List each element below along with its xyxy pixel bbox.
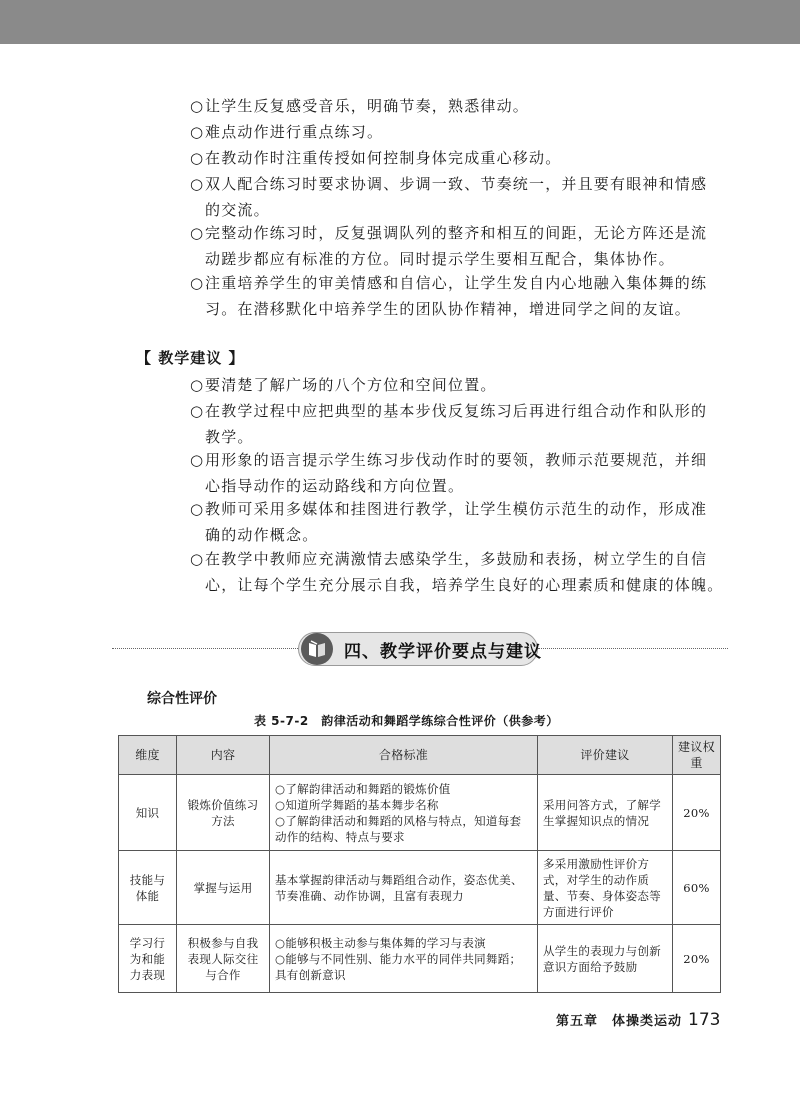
cell-content: 积极参与自我表现人际交往与合作 — [177, 925, 270, 993]
section-divider-right — [538, 648, 728, 649]
evaluation-table — [118, 735, 721, 993]
cell-dimension: 技能与体能 — [119, 851, 177, 925]
teaching-suggestions-heading: 【 教学建议 】 — [136, 349, 245, 367]
list-item: ○在教学过程中应把典型的基本步伐反复练习后再进行组合动作和队形的 教学。 — [190, 402, 708, 446]
list-item: ○在教动作时注重传授如何控制身体完成重心移动。 — [190, 149, 562, 167]
cell-dimension: 学习行为和能力表现 — [119, 925, 177, 993]
cell-criteria: ○了解韵律活动和舞蹈的锻炼价值 ○知道所学舞蹈的基本舞步名称 ○了解韵律活动和舞蹈的风格与特点，知道每套动作的结构、特点与要求 — [270, 775, 538, 851]
list-item: ○双人配合练习时要求协调、步调一致、节奏统一，并且要有眼神和情感 的交流。 — [190, 175, 708, 219]
table-row — [119, 775, 721, 851]
header-weight: 建议权重 — [673, 736, 721, 775]
table-header-row — [119, 736, 721, 775]
cell-suggestion: 多采用激励性评价方式，对学生的动作质量、节奏、身体姿态等方面进行评价 — [538, 851, 673, 925]
list-item: ○在教学中教师应充满激情去感染学生，多鼓励和表扬，树立学生的自信 心，让每个学生充分展示自我，培养学生良好的心理素质和健康的体魄。 — [190, 550, 724, 594]
header-suggestion: 评价建议 — [538, 736, 673, 775]
cell-criteria: 基本掌握韵律活动与舞蹈组合动作，姿态优美、节奏准确、动作协调，且富有表现力 — [270, 851, 538, 925]
list-item: ○完整动作练习时，反复强调队列的整齐和相互的间距，无论方阵还是流 动蹉步都应有标准的方位。同时提示学生要相互配合，集体协作。 — [190, 224, 708, 268]
table-caption: 表 5-7-2 韵律活动和舞蹈学练综合性评价（供参考） — [254, 714, 559, 728]
list-item: ○教师可采用多媒体和挂图进行教学，让学生模仿示范生的动作，形成准 确的动作概念。 — [190, 500, 708, 544]
cell-weight: 20% — [673, 775, 721, 851]
list-item: ○让学生反复感受音乐，明确节奏，熟悉律动。 — [190, 97, 530, 115]
cell-dimension: 知识 — [119, 775, 177, 851]
header-criteria: 合格标准 — [270, 736, 538, 775]
table-row — [119, 851, 721, 925]
table-row — [119, 925, 721, 993]
cell-weight: 60% — [673, 851, 721, 925]
header-dimension: 维度 — [119, 736, 177, 775]
cell-suggestion: 从学生的表现力与创新意识方面给予鼓励 — [538, 925, 673, 993]
list-item: ○用形象的语言提示学生练习步伐动作时的要领，教师示范要规范，并细 心指导动作的运动路线和方向位置。 — [190, 451, 708, 495]
list-item: ○难点动作进行重点练习。 — [190, 123, 384, 141]
subheading: 综合性评价 — [147, 691, 217, 707]
chapter-label: 第五章 体操类运动 — [556, 1014, 683, 1029]
book-icon — [300, 632, 334, 666]
list-item: ○注重培养学生的审美情感和自信心，让学生发自内心地融入集体舞的练 习。在潜移默化中培养学生的团队协作精神，增进同学之间的友谊。 — [190, 274, 708, 318]
list-item: ○要清楚了解广场的八个方位和空间位置。 — [190, 376, 497, 394]
cell-criteria: ○能够积极主动参与集体舞的学习与表演 ○能够与不同性别、能力水平的同伴共同舞蹈；具有创新意识 — [270, 925, 538, 993]
section-title: 四、教学评价要点与建议 — [344, 642, 542, 662]
cell-weight: 20% — [673, 925, 721, 993]
cell-content: 掌握与运用 — [177, 851, 270, 925]
section-divider-left — [112, 648, 298, 649]
cell-content: 锻炼价值练习方法 — [177, 775, 270, 851]
header-content: 内容 — [177, 736, 270, 775]
cell-suggestion: 采用问答方式，了解学生掌握知识点的情况 — [538, 775, 673, 851]
page-number: 173 — [688, 1010, 721, 1030]
page-footer — [556, 1010, 720, 1030]
